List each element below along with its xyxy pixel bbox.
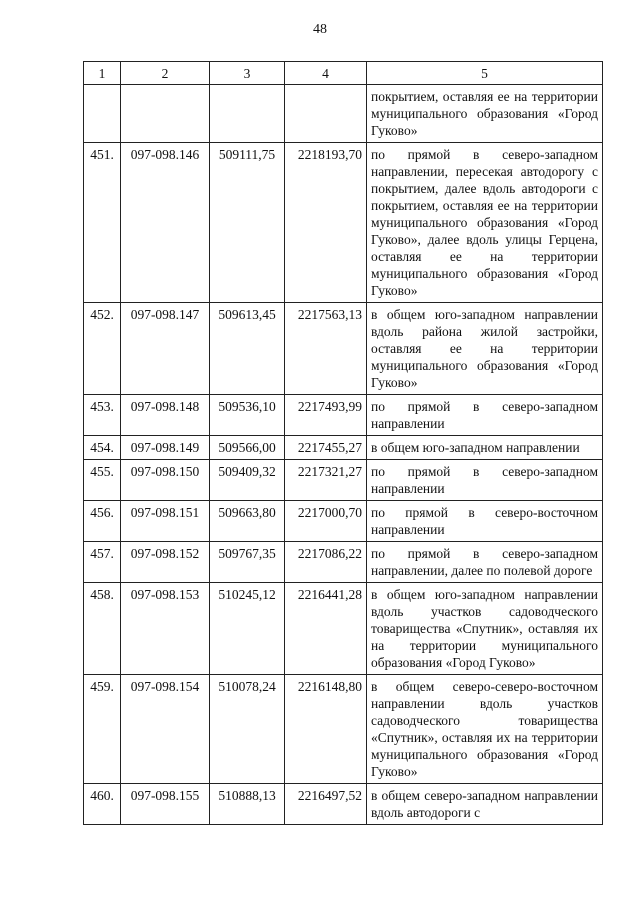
table-row xyxy=(84,436,603,460)
x-coordinate: 509767,35 xyxy=(210,542,285,583)
header-cell-1: 1 xyxy=(84,62,121,85)
y-coordinate: 2217321,27 xyxy=(285,460,367,501)
point-code: 097-098.148 xyxy=(121,395,210,436)
point-code: 097-098.153 xyxy=(121,583,210,675)
header-cell-3: 3 xyxy=(210,62,285,85)
boundary-description: по прямой в северо-западном направлении, далее по полевой дороге xyxy=(367,542,603,583)
y-coordinate: 2217455,27 xyxy=(285,436,367,460)
point-code: 097-098.152 xyxy=(121,542,210,583)
row-number: 455. xyxy=(84,460,121,501)
table-row xyxy=(84,460,603,501)
y-coordinate: 2217493,99 xyxy=(285,395,367,436)
row-number: 452. xyxy=(84,303,121,395)
boundary-points-table xyxy=(83,61,603,825)
point-code: 097-098.146 xyxy=(121,143,210,303)
header-cell-4: 4 xyxy=(285,62,367,85)
row-number: 460. xyxy=(84,784,121,825)
y-coordinate: 2216148,80 xyxy=(285,675,367,784)
point-code: 097-098.147 xyxy=(121,303,210,395)
y-coordinate: 2218193,70 xyxy=(285,143,367,303)
x-coordinate: 510888,13 xyxy=(210,784,285,825)
row-number: 457. xyxy=(84,542,121,583)
page-number: 48 xyxy=(313,22,327,37)
y-coordinate: 2217563,13 xyxy=(285,303,367,395)
x-coordinate: 510078,24 xyxy=(210,675,285,784)
x-coordinate: 509536,10 xyxy=(210,395,285,436)
point-code: 097-098.154 xyxy=(121,675,210,784)
x-coordinate: 509566,00 xyxy=(210,436,285,460)
x-coordinate: 509613,45 xyxy=(210,303,285,395)
boundary-description: в общем северо-северо-восточном направлении вдоль участков садоводческого товарищества «Спутник», оставляя их на территории муниципального образования «Город Гуково» xyxy=(367,675,603,784)
table-row xyxy=(84,143,603,303)
x-coordinate: 509111,75 xyxy=(210,143,285,303)
table-row xyxy=(84,675,603,784)
x-coordinate: 509663,80 xyxy=(210,501,285,542)
row-number: 454. xyxy=(84,436,121,460)
row-number: 453. xyxy=(84,395,121,436)
header-cell-2: 2 xyxy=(121,62,210,85)
row-number: 451. xyxy=(84,143,121,303)
point-code: 097-098.151 xyxy=(121,501,210,542)
table-row xyxy=(84,395,603,436)
x-coordinate: 509409,32 xyxy=(210,460,285,501)
table-row xyxy=(84,583,603,675)
table-row xyxy=(84,501,603,542)
continuation-description: покрытием, оставляя ее на территории муниципального образования «Город Гуково» xyxy=(367,85,603,143)
boundary-description: в общем юго-западном направлении xyxy=(367,436,603,460)
y-coordinate: 2216497,52 xyxy=(285,784,367,825)
table-row xyxy=(84,303,603,395)
boundary-description: по прямой в северо-западном направлении xyxy=(367,460,603,501)
point-code: 097-098.150 xyxy=(121,460,210,501)
boundary-description: по прямой в северо-западном направлении xyxy=(367,395,603,436)
table-rows xyxy=(84,143,603,825)
boundary-description: по прямой в северо-восточном направлении xyxy=(367,501,603,542)
y-coordinate: 2216441,28 xyxy=(285,583,367,675)
row-number: 458. xyxy=(84,583,121,675)
boundary-description: в общем юго-западном направлении вдоль района жилой застройки, оставляя ее на территории муниципального образования «Город Гуково» xyxy=(367,303,603,395)
point-code: 097-098.149 xyxy=(121,436,210,460)
table-row xyxy=(84,784,603,825)
y-coordinate: 2217000,70 xyxy=(285,501,367,542)
y-coordinate: 2217086,22 xyxy=(285,542,367,583)
boundary-description: в общем северо-западном направлении вдоль автодороги с xyxy=(367,784,603,825)
row-number: 456. xyxy=(84,501,121,542)
row-number: 459. xyxy=(84,675,121,784)
boundary-description: в общем юго-западном направлении вдоль участков садоводческого товарищества «Спутник», оставляя их на территории муниципального образования «Город Гуково» xyxy=(367,583,603,675)
x-coordinate: 510245,12 xyxy=(210,583,285,675)
continuation-row xyxy=(84,85,603,143)
header-cell-5: 5 xyxy=(367,62,603,85)
table-row xyxy=(84,542,603,583)
boundary-description: по прямой в северо-западном направлении, пересекая автодорогу с покрытием, далее вдоль автодороги с покрытием, оставляя ее на территории муниципального образования «Город Гуково», далее вдоль улицы Герцена, оставляя ее на территории муниципального образования «Город Гуково» xyxy=(367,143,603,303)
point-code: 097-098.155 xyxy=(121,784,210,825)
table-header-row xyxy=(84,62,603,85)
